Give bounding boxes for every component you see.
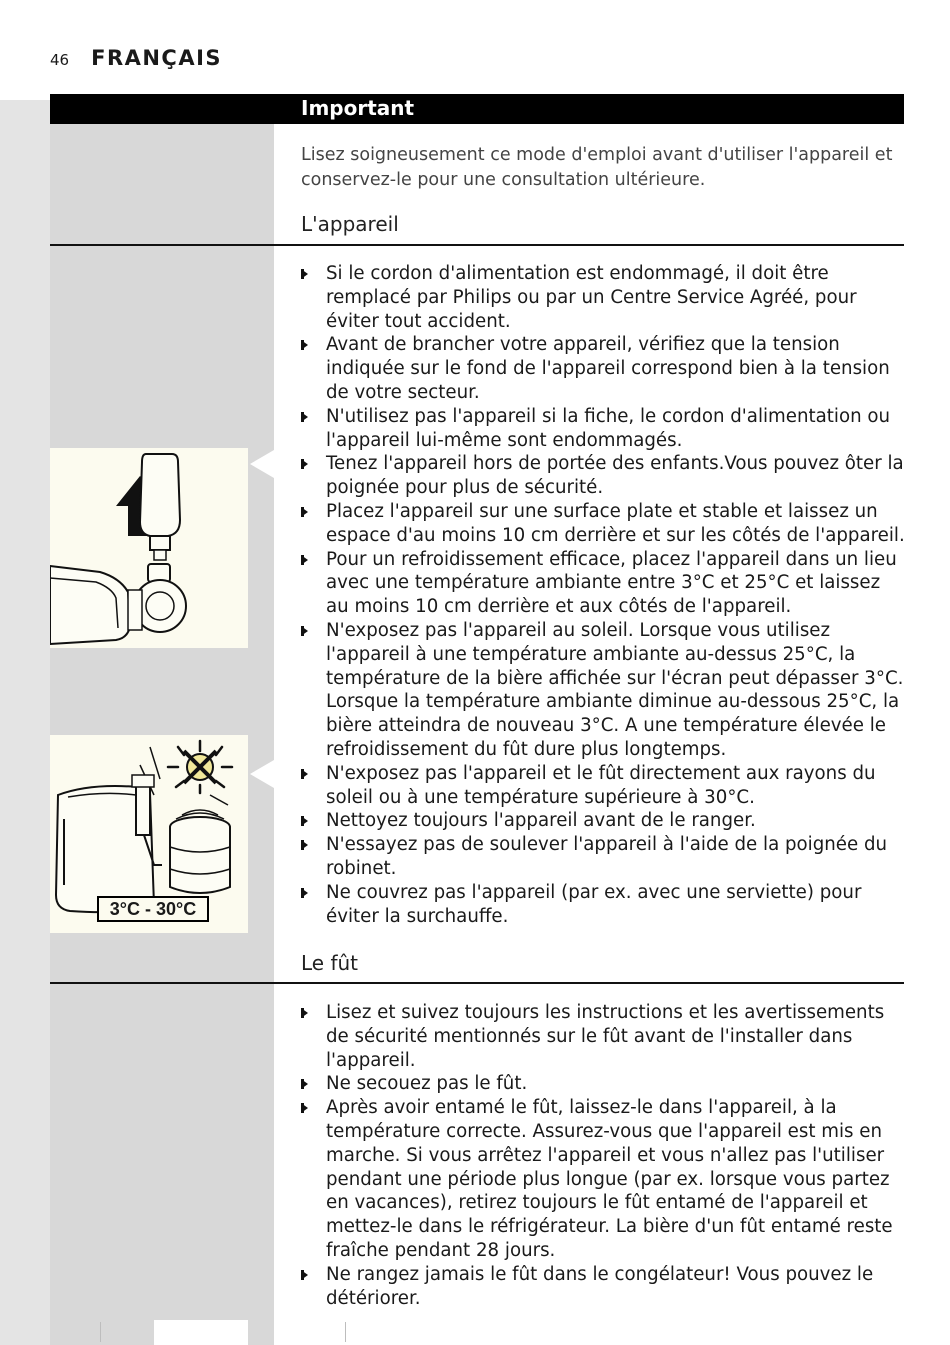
title-bar [50, 94, 904, 124]
list-item: Ne rangez jamais le fût dans le congélateur! Vous pouvez le détériorer. [301, 1263, 905, 1311]
section-title-fut: Le fût [301, 951, 359, 975]
bullet-icon [301, 626, 308, 636]
bullet-icon [301, 1079, 308, 1089]
section-rule [50, 244, 904, 246]
list-item: Placez l'appareil sur une surface plate et stable et laissez un espace d'au moins 10 cm derrière et sur les côtés de l'appareil. [301, 500, 905, 548]
bottom-margin-box [154, 1320, 248, 1345]
bullet-icon [301, 1270, 308, 1280]
page-header [50, 46, 222, 74]
bullet-icon [301, 769, 308, 779]
bottom-margin-tick [345, 1322, 346, 1342]
list-item: Lisez et suivez toujours les instructions et les avertissements de sécurité mentionnés sur le fût avant de l'installer dans l'appareil. [301, 1001, 905, 1072]
bottom-margin-tick [100, 1322, 101, 1342]
bullet-icon [301, 340, 308, 350]
bullet-icon [301, 459, 308, 469]
bullet-icon [301, 412, 308, 422]
temperature-range-label: 3°C - 30°C [97, 896, 209, 922]
bullet-icon [301, 1008, 308, 1018]
page-language: FRANÇAIS [91, 46, 223, 70]
bullet-icon [301, 816, 308, 826]
list-item: Ne couvrez pas l'appareil (par ex. avec une serviette) pour éviter la surchauffe. [301, 881, 905, 929]
list-item: Tenez l'appareil hors de portée des enfants.Vous pouvez ôter la poignée pour plus de sécurité. [301, 452, 905, 500]
list-item: Nettoyez toujours l'appareil avant de le ranger. [301, 809, 905, 833]
list-item: Avant de brancher votre appareil, vérifiez que la tension indiquée sur le fond de l'appareil correspond bien à la tension de votre secteur. [301, 333, 905, 404]
list-item: N'essayez pas de soulever l'appareil à l'aide de la poignée du robinet. [301, 833, 905, 881]
list-item: Pour un refroidissement efficace, placez l'appareil dans un lieu avec une température ambiante entre 3°C et 25°C et laissez au moins 10 cm derrière et aux côtés de l'appareil. [301, 548, 905, 619]
section-title-appareil: L'appareil [301, 212, 399, 236]
left-margin-edge [0, 100, 50, 1345]
illustration-pointer [250, 760, 274, 788]
intro-paragraph: Lisez soigneusement ce mode d'emploi avant d'utiliser l'appareil et conservez-le pour une consultation ultérieure. [301, 145, 893, 190]
bullet-icon [301, 555, 308, 565]
list-item: Si le cordon d'alimentation est endommagé, il doit être remplacé par Philips ou par un Centre Service Agréé, pour éviter tout accident. [301, 262, 905, 333]
list-item: N'utilisez pas l'appareil si la fiche, le cordon d'alimentation ou l'appareil lui-même sont endommagés. [301, 405, 905, 453]
list-item: N'exposez pas l'appareil au soleil. Lorsque vous utilisez l'appareil à une température ambiante au-dessus 25°C, la température de la bière affichée sur l'écran peut dépasser 3°C. Lorsque la température ambiante diminue au-dessous 25°C, la bière atteindra de nouveau 3°C. A une température élevée le refroidissement du fût dure plus longtemps. [301, 619, 905, 762]
bullet-list-appareil [301, 262, 905, 928]
list-item: Ne secouez pas le fût. [301, 1072, 905, 1096]
bullet-icon [301, 840, 308, 850]
bullet-list-fut [301, 1001, 905, 1310]
bullet-icon [301, 1103, 308, 1113]
section-heading-important: Important [301, 96, 415, 120]
bullet-icon [301, 888, 308, 898]
bullet-icon [301, 507, 308, 517]
illustration-pointer [250, 450, 274, 478]
arrow-up-icon [50, 448, 248, 648]
list-item: Après avoir entamé le fût, laissez-le dans l'appareil, à la température correcte. Assurez-vous que l'appareil est mis en marche. Si vous arrêtez l'appareil et vous n'allez pas l'utiliser pendant une période plus longue (par ex. lorsque vous partez en vacances), retirez toujours le fût entamé de l'appareil et mettez-le dans le réfrigérateur. La bière d'un fût entamé reste fraîche pendant 28 jours. [301, 1096, 905, 1263]
list-item: N'exposez pas l'appareil et le fût directement aux rayons du soleil ou à une température supérieure à 30°C. [301, 762, 905, 810]
illustration-handle-removal [50, 448, 248, 648]
page-number: 46 [50, 51, 70, 69]
section-rule [50, 982, 904, 984]
bullet-icon [301, 269, 308, 279]
